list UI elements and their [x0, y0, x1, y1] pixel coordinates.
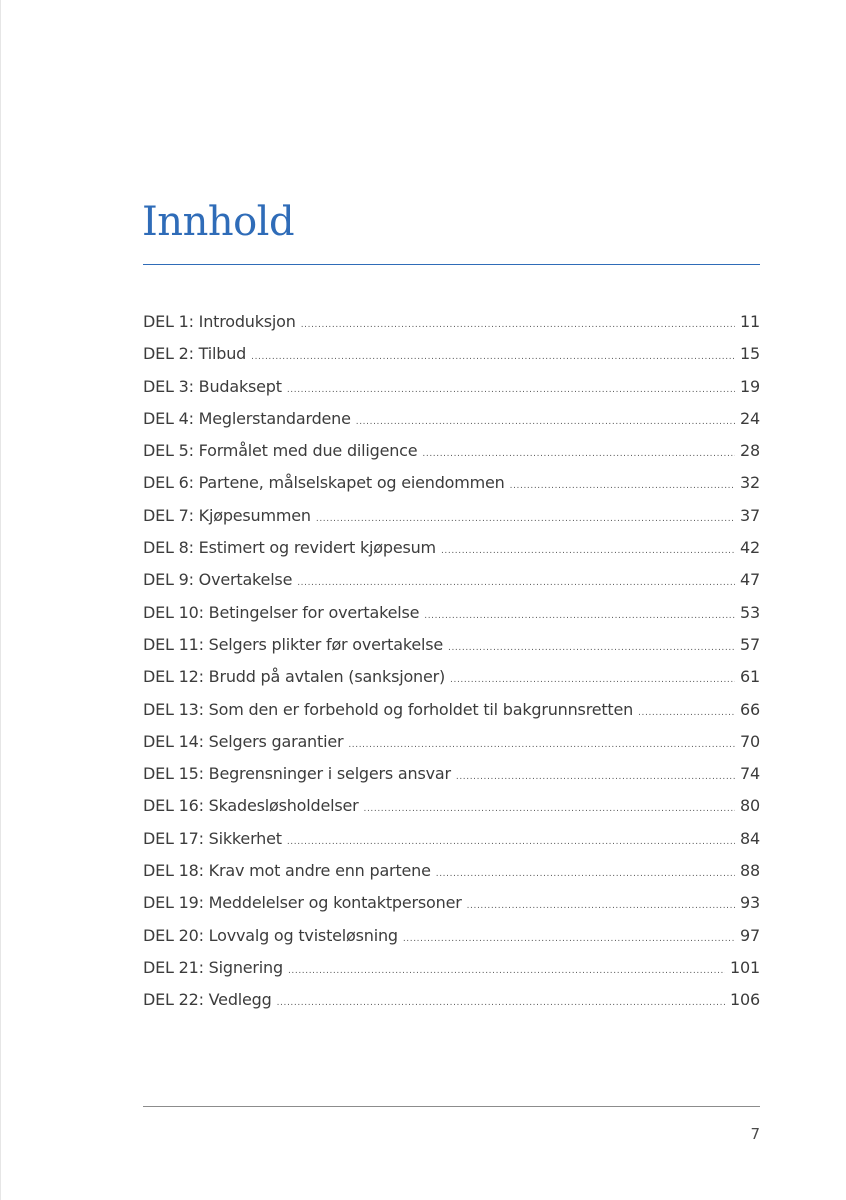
toc-entry-label: DEL 7: Kjøpesummen — [143, 505, 311, 525]
toc-entry[interactable] — [143, 984, 760, 1016]
toc-entry-label: DEL 21: Signering — [143, 957, 283, 977]
toc-entry[interactable] — [143, 920, 760, 952]
toc-entry[interactable] — [143, 500, 760, 532]
toc-entry-page: 80 — [740, 796, 760, 816]
toc-dot-leader — [288, 955, 725, 987]
toc-entry-label: DEL 6: Partene, målselskapet og eiendommen — [143, 473, 505, 493]
toc-entry-label: DEL 11: Selgers plikter før overtakelse — [143, 634, 444, 654]
toc-entry[interactable] — [143, 887, 760, 919]
toc-entry[interactable] — [143, 952, 760, 984]
toc-entry-label: DEL 13: Som den er forbehold og forholdet til bakgrunnsretten — [143, 699, 634, 719]
toc-dot-leader — [403, 923, 735, 955]
toc-dot-leader — [436, 858, 735, 890]
toc-entry-label: DEL 3: Budaksept — [143, 376, 282, 396]
toc-entry[interactable] — [143, 629, 760, 661]
toc-entry-page: 61 — [740, 667, 760, 687]
toc-entry-page: 74 — [740, 764, 760, 784]
toc-entry-page: 24 — [740, 408, 760, 428]
toc-entry-page: 97 — [740, 925, 760, 945]
toc-entry-label: DEL 12: Brudd på avtalen (sanksjoner) — [143, 667, 446, 687]
toc-entry-page: 66 — [740, 699, 760, 719]
toc-dot-leader — [510, 470, 735, 502]
toc-entry-label: DEL 16: Skadesløsholdelser — [143, 796, 359, 816]
toc-dot-leader — [638, 697, 735, 729]
toc-entry-label: DEL 17: Sikkerhet — [143, 828, 282, 848]
toc-entry-label: DEL 10: Betingelser for overtakelse — [143, 602, 420, 622]
toc-dot-leader — [287, 374, 735, 406]
toc-entry-label: DEL 14: Selgers garantier — [143, 731, 344, 751]
toc-entry-label: DEL 9: Overtakelse — [143, 570, 293, 590]
page-title: Innhold — [142, 199, 295, 245]
toc-dot-leader — [450, 664, 735, 696]
toc-entry-label: DEL 5: Formålet med due diligence — [143, 441, 418, 461]
toc-entry-page: 11 — [740, 312, 760, 331]
toc-entry[interactable] — [143, 338, 760, 370]
toc-dot-leader — [348, 729, 735, 761]
toc-entry[interactable] — [143, 726, 760, 758]
toc-entry-page: 93 — [740, 893, 760, 913]
toc-entry-label: DEL 15: Begrensninger i selgers ansvar — [143, 764, 451, 784]
toc-dot-leader — [456, 761, 735, 793]
toc-entry-page: 42 — [740, 538, 760, 558]
footer-divider — [143, 1106, 760, 1107]
toc-entry-page: 70 — [740, 731, 760, 751]
toc-entry-page: 84 — [740, 828, 760, 848]
toc-entry[interactable] — [143, 855, 760, 887]
toc-entry-page: 37 — [740, 505, 760, 525]
toc-entry[interactable] — [143, 371, 760, 403]
toc-entry-label: DEL 20: Lovvalg og tvisteløsning — [143, 925, 398, 945]
toc-entry-page: 28 — [740, 441, 760, 461]
toc-entry-page: 53 — [740, 602, 760, 622]
toc-entry[interactable] — [143, 306, 760, 338]
toc-entry-page: 101 — [730, 957, 760, 977]
toc-entry-page: 106 — [730, 990, 760, 1010]
toc-dot-leader — [251, 341, 735, 373]
toc-entry[interactable] — [143, 467, 760, 499]
toc-entry-label: DEL 18: Krav mot andre enn partene — [143, 861, 431, 881]
title-divider — [143, 264, 760, 265]
toc-entry[interactable] — [143, 403, 760, 435]
toc-dot-leader — [422, 438, 735, 470]
toc-entry[interactable] — [143, 532, 760, 564]
toc-dot-leader — [448, 632, 735, 664]
toc-dot-leader — [441, 535, 735, 567]
toc-dot-leader — [316, 503, 735, 535]
table-of-contents — [143, 306, 760, 1017]
toc-dot-leader — [467, 890, 735, 922]
toc-entry-page: 57 — [740, 634, 760, 654]
toc-entry[interactable] — [143, 597, 760, 629]
toc-entry[interactable] — [143, 661, 760, 693]
toc-dot-leader — [356, 406, 735, 438]
toc-entry-label: DEL 1: Introduksjon — [143, 312, 296, 331]
toc-entry-label: DEL 2: Tilbud — [143, 344, 247, 364]
toc-entry[interactable] — [143, 564, 760, 596]
toc-entry-label: DEL 19: Meddelelser og kontaktpersoner — [143, 893, 462, 913]
toc-entry-label: DEL 4: Meglerstandardene — [143, 408, 351, 428]
toc-dot-leader — [287, 826, 735, 858]
toc-dot-leader — [364, 793, 736, 825]
page-number: 7 — [750, 1125, 760, 1143]
toc-entry-page: 88 — [740, 861, 760, 881]
page-edge — [0, 0, 1, 1200]
toc-entry-page: 19 — [740, 376, 760, 396]
toc-dot-leader — [297, 567, 735, 599]
toc-entry-page: 32 — [740, 473, 760, 493]
toc-entry[interactable] — [143, 758, 760, 790]
toc-dot-leader — [424, 600, 735, 632]
toc-entry[interactable] — [143, 435, 760, 467]
toc-entry-page: 15 — [740, 344, 760, 364]
toc-dot-leader — [277, 987, 725, 1019]
toc-dot-leader — [301, 309, 735, 341]
toc-entry-label: DEL 8: Estimert og revidert kjøpesum — [143, 538, 436, 558]
toc-entry[interactable] — [143, 823, 760, 855]
toc-entry[interactable] — [143, 694, 760, 726]
toc-entry[interactable] — [143, 790, 760, 822]
toc-entry-page: 47 — [740, 570, 760, 590]
toc-entry-label: DEL 22: Vedlegg — [143, 990, 272, 1010]
